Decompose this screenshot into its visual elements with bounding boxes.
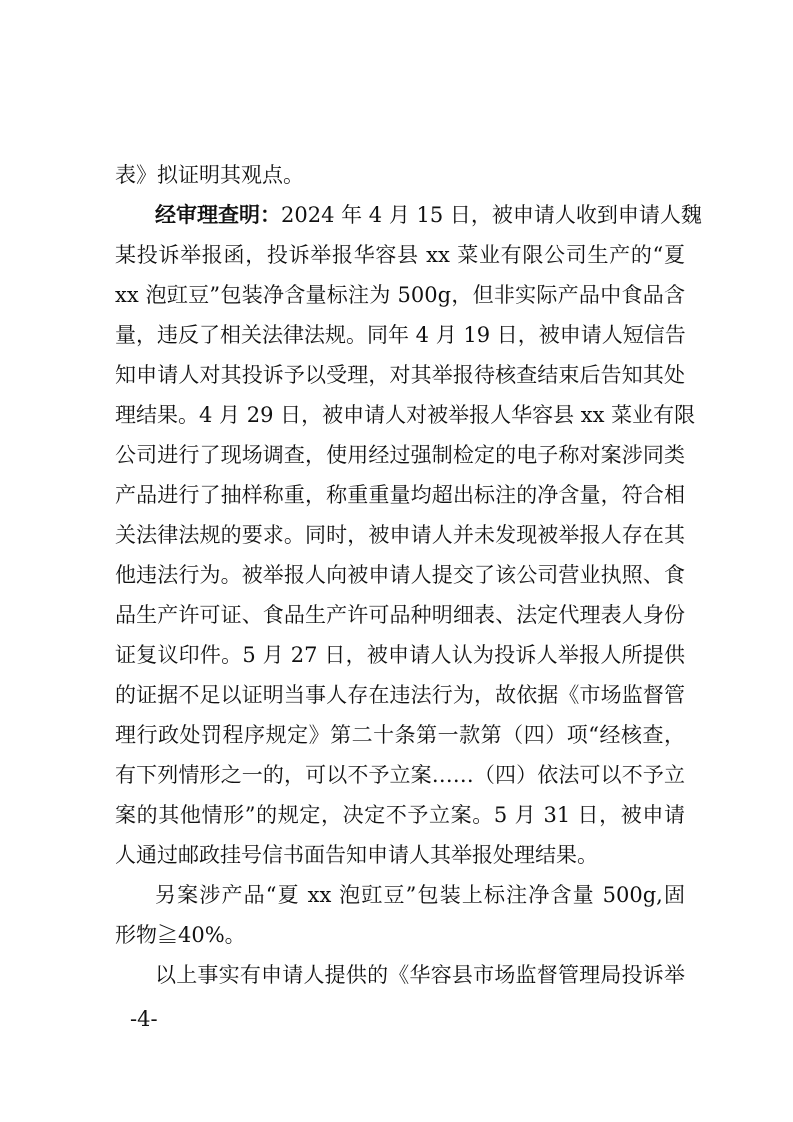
- line-text: 有下列情形之一的，可以不予立案……（四）依法可以不予立: [115, 763, 685, 787]
- paragraph-line: [115, 320, 685, 350]
- paragraph-line: [115, 520, 685, 550]
- line-text: 公司进行了现场调查，使用经过强制检定的电子称对案涉同类: [115, 443, 685, 467]
- paragraph-line: [155, 880, 685, 910]
- line-text: 表》拟证明其观点。: [115, 163, 304, 187]
- paragraph-line: [115, 400, 696, 430]
- line-text: 的证据不足以证明当事人存在违法行为，故依据《市场监督管: [115, 683, 685, 707]
- paragraph-line: [115, 640, 685, 670]
- line-text: 品生产许可证、食品生产许可品种明细表、法定代理表人身份: [115, 603, 685, 627]
- line-text: 另案涉产品“夏 xx 泡豇豆”包装上标注净含量 500g,固: [155, 883, 685, 907]
- line-text: xx 泡豇豆”包装净含量标注为 500g，但非实际产品中食品含: [115, 283, 685, 307]
- paragraph-line: [115, 480, 685, 510]
- paragraph-line: [115, 800, 685, 830]
- line-text: 某投诉举报函，投诉举报华容县 xx 菜业有限公司生产的“夏: [115, 243, 685, 267]
- paragraph-line: [115, 240, 685, 270]
- paragraph-line: [115, 760, 685, 790]
- line-text: 人通过邮政挂号信书面告知申请人其举报处理结果。: [115, 843, 598, 867]
- paragraph-line: [115, 160, 685, 190]
- line-text: 2024 年 4 月 15 日，被申请人收到申请人魏: [281, 203, 702, 227]
- line-text: 知申请人对其投诉予以受理，对其举报待核查结束后告知其处: [115, 363, 685, 387]
- paragraph-line: [115, 360, 685, 390]
- paragraph-line: [115, 600, 685, 630]
- paragraph-line: [115, 440, 685, 470]
- line-text: 证复议印件。5 月 27 日，被申请人认为投诉人举报人所提供: [115, 643, 685, 667]
- paragraph-line: [115, 840, 685, 870]
- paragraph-line: [115, 560, 685, 590]
- line-text: 产品进行了抽样称重，称重重量均超出标注的净含量，符合相: [115, 483, 685, 507]
- page-number: -4-: [130, 1007, 158, 1031]
- line-text: 案的其他情形”的规定，决定不予立案。5 月 31 日，被申请: [115, 803, 685, 827]
- finding-heading: 经审理查明：: [155, 202, 281, 227]
- line-text: 他违法行为。被举报人向被申请人提交了该公司营业执照、食: [115, 563, 685, 587]
- paragraph-line: [115, 720, 685, 750]
- paragraph-line: [115, 920, 685, 950]
- line-text: 形物≧40%。: [115, 923, 246, 947]
- paragraph-line: [155, 960, 685, 990]
- line-text: 理行政处罚程序规定》第二十条第一款第（四）项“经核查，: [115, 723, 685, 747]
- line-text: 量，违反了相关法律法规。同年 4 月 19 日，被申请人短信告: [115, 323, 686, 347]
- paragraph-line: [115, 280, 685, 310]
- paragraph-line: [115, 680, 685, 710]
- line-text: 以上事实有申请人提供的《华容县市场监督管理局投诉举: [155, 963, 685, 987]
- paragraph-line: [155, 200, 702, 230]
- line-text: 关法律法规的要求。同时，被申请人并未发现被举报人存在其: [115, 523, 685, 547]
- line-text: 理结果。4 月 29 日，被申请人对被举报人华容县 xx 菜业有限: [115, 403, 696, 427]
